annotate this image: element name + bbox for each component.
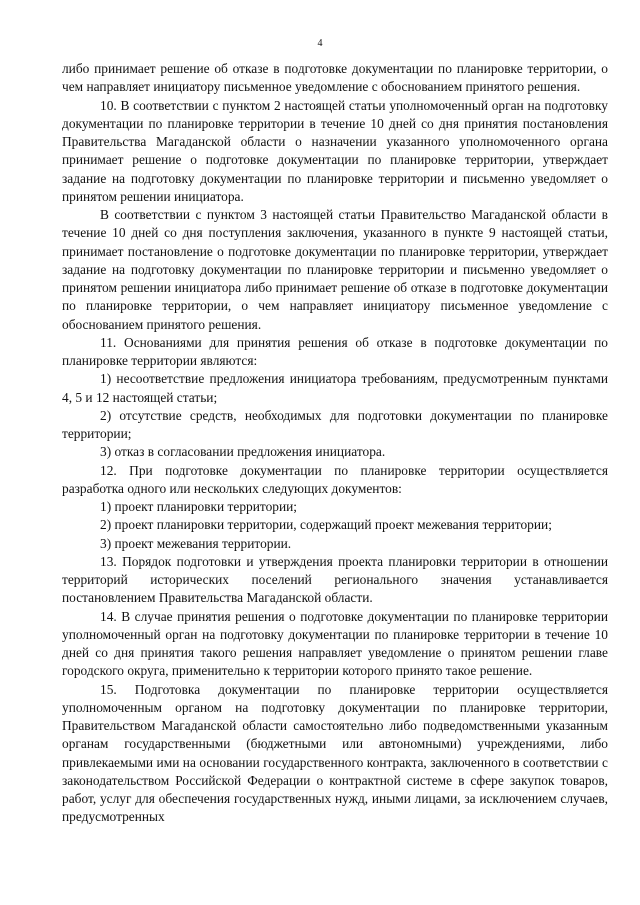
paragraph-14: 14. В случае принятия решения о подготовке документации по планировке территории уполномоченный орган на подготовку документации по планировке территории в течение 10 дней со дня принятия такого решения направляет уведомление о принятом решении главе городского округа, применительно к территории которого принято такое решение. bbox=[62, 608, 608, 679]
paragraph-13: 13. Порядок подготовки и утверждения проекта планировки территории в отношении территорий исторических поселений регионального значения устанавливается постановлением Правительства Магаданской области. bbox=[62, 553, 608, 606]
list-item-12-3: 3) проект межевания территории. bbox=[100, 535, 292, 551]
paragraph-15: 15. Подготовка документации по планировке территории осуществляется уполномоченным органом на подготовку документации по планировке территории, Правительством Магаданской области самостоятельно либо подведомственными указанным органам государственными (бюджетными или автономными) учреждениями, либо привлекаемыми ими на основании государственного контракта, заключенного в соответствии с законодательством Российской Федерации о контрактной системе в сфере закупок товаров, работ, услуг для обеспечения государственных нужд, иными лицами, за исключением случаев, предусмотренных bbox=[62, 681, 608, 825]
page-number: 4 bbox=[317, 38, 323, 49]
document-body bbox=[62, 60, 608, 827]
list-item-11-2: 2) отсутствие средств, необходимых для подготовки документации по планировке территории; bbox=[62, 407, 608, 441]
list-item-12-2: 2) проект планировки территории, содержащий проект межевания территории; bbox=[100, 517, 552, 533]
paragraph-9-continuation: либо принимает решение об отказе в подготовке документации по планировке территории, о чем направляет инициатору письменное уведомление с обоснованием принятого решения. bbox=[62, 61, 608, 95]
list-item-11-3: 3) отказ в согласовании предложения инициатора. bbox=[100, 444, 386, 460]
paragraph-12: 12. При подготовке документации по планировке территории осуществляется разработка одного или нескольких следующих документов: bbox=[62, 462, 608, 496]
paragraph-11: 11. Основаниями для принятия решения об отказе в подготовке документации по планировке территории являются: bbox=[62, 334, 608, 368]
paragraph-10: 10. В соответствии с пунктом 2 настоящей статьи уполномоченный орган на подготовку документации по планировке территории в течение 10 дней со дня принятия постановления Правительства Магаданской области о назначении указанного уполномоченного органа принимает решение о подготовке документации по планировке территории, утверждает задание на подготовку документации по планировке территории и письменно уведомляет о принятом решении инициатора. bbox=[62, 97, 608, 204]
list-item-12-1: 1) проект планировки территории; bbox=[100, 499, 298, 514]
list-item-11-1: 1) несоответствие предложения инициатора требованиям, предусмотренным пунктами 4, 5 и 12 настоящей статьи; bbox=[62, 371, 608, 405]
paragraph-10-second: В соответствии с пунктом 3 настоящей статьи Правительство Магаданской области в течение 10 дней со дня поступления заключения, указанного в пункте 9 настоящей статьи, принимает постановление о подготовке документации по планировке территории, утверждает задание на подготовку документации по планировке территории и письменно уведомляет о принятом решении инициатора либо принимает решение об отказе в подготовке документации по планировке территории, о чем направляет инициатору письменное уведомление с обоснованием принятого решения. bbox=[62, 207, 608, 332]
